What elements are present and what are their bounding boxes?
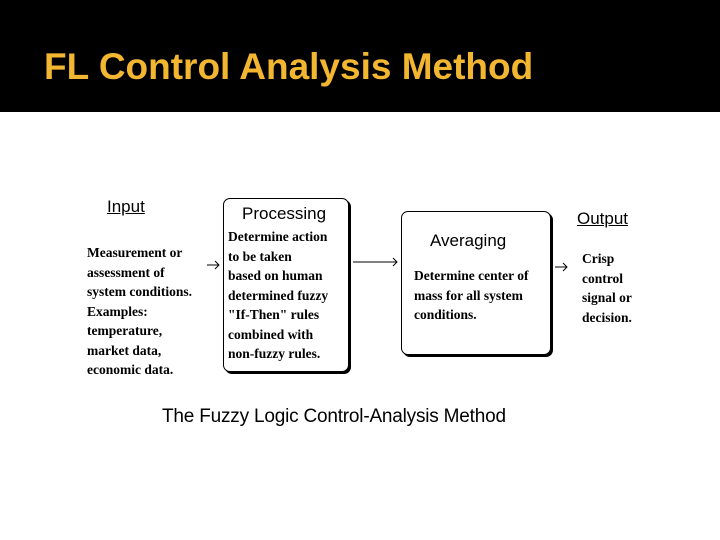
- slide-title: FL Control Analysis Method: [44, 46, 534, 87]
- arrow-averaging-to-output: [555, 263, 567, 271]
- averaging-text: Determine center of mass for all system conditions.: [414, 268, 529, 322]
- processing-label: Processing: [242, 204, 327, 223]
- processing-text: Determine action to be taken based on human determined fuzzy "If-Then" rules combined with non-fuzzy rules.: [228, 229, 329, 361]
- arrow-input-to-processing: [207, 261, 219, 269]
- arrow-processing-to-averaging: [353, 258, 397, 266]
- input-label: Input: [107, 197, 145, 216]
- input-text: Measurement or assessment of system conditions. Examples: temperature, market data, economic data.: [87, 245, 193, 377]
- averaging-label: Averaging: [430, 231, 507, 250]
- output-label: Output: [577, 209, 629, 228]
- diagram-caption: The Fuzzy Logic Control-Analysis Method: [162, 406, 506, 427]
- output-text: Crisp control signal or decision.: [582, 251, 632, 325]
